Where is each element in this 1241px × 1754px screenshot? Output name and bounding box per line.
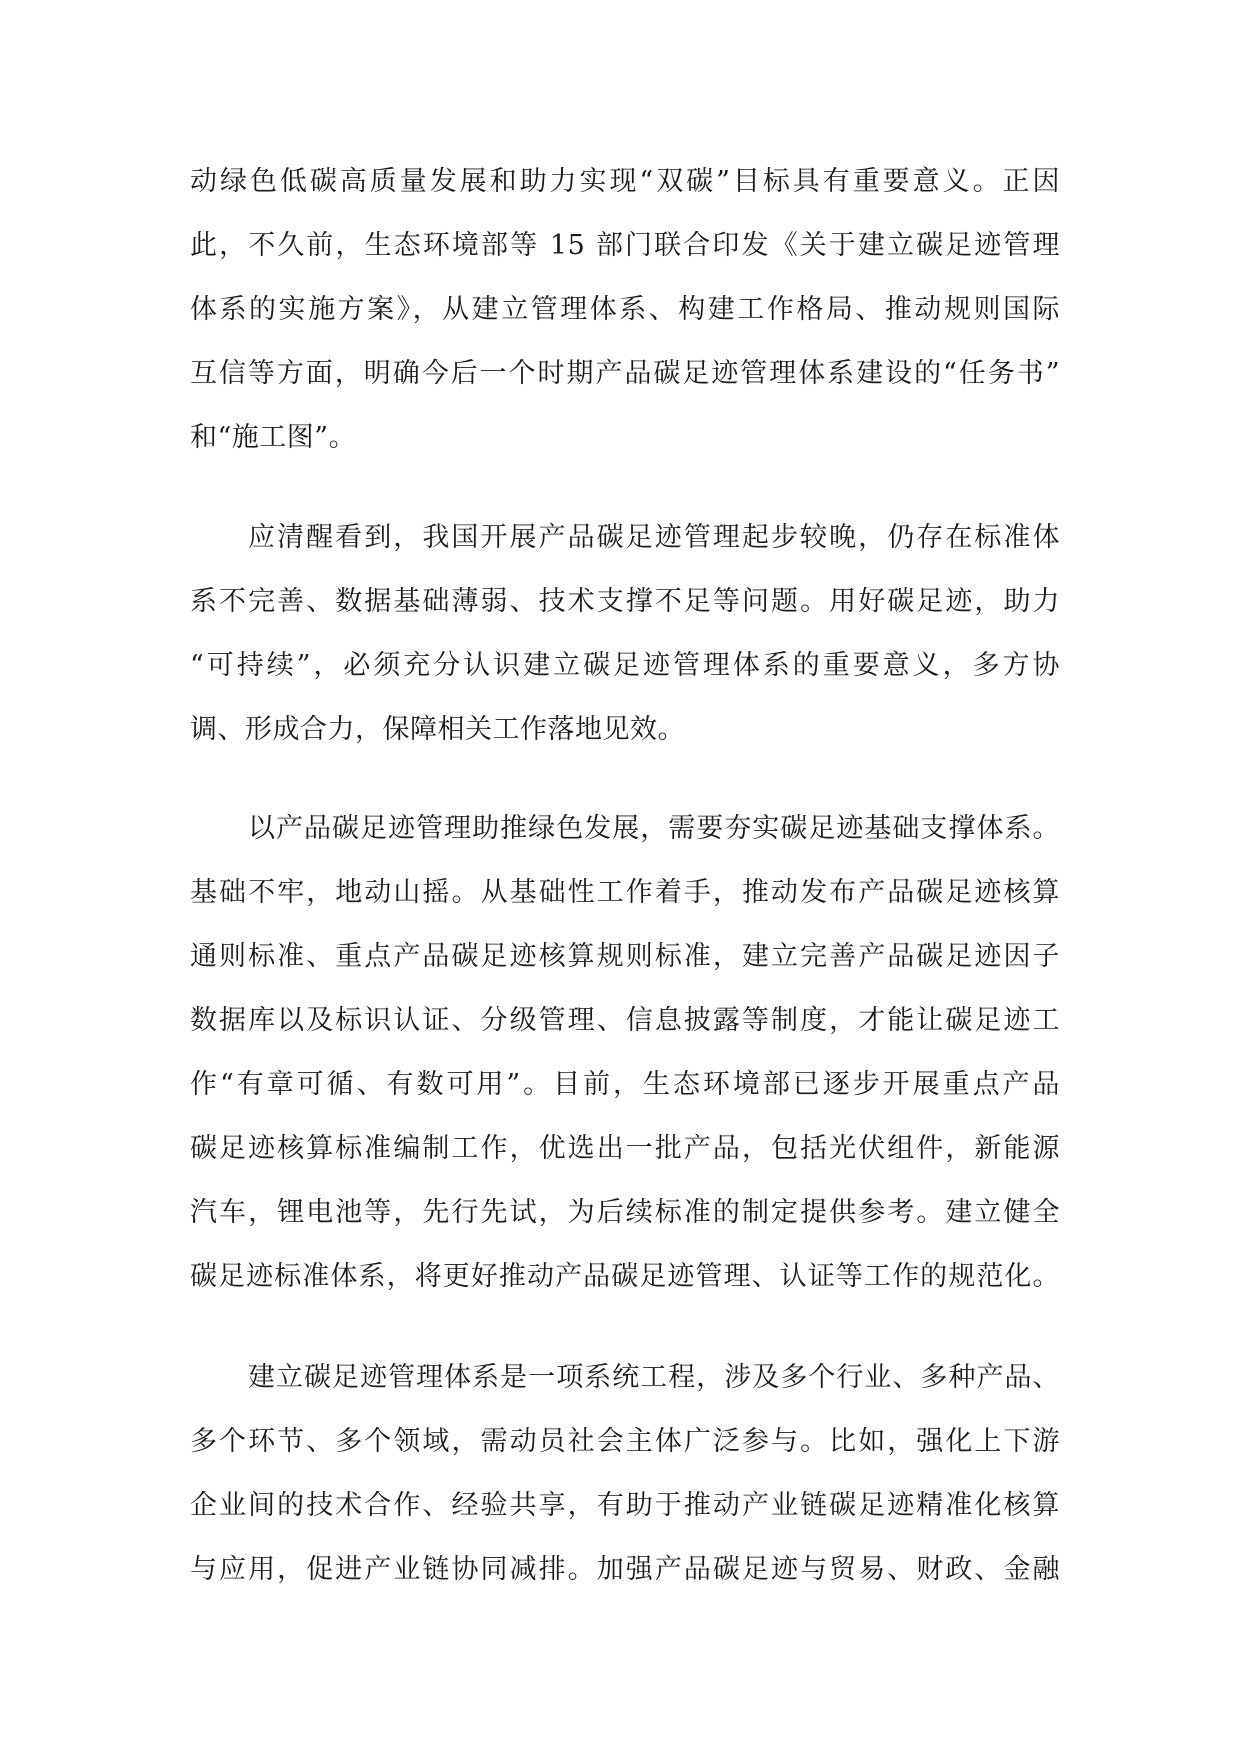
text-line: 碳足迹核算标准编制工作，优选出一批产品，包括光伏组件，新能源 (190, 1133, 1060, 1164)
text-line: 体系的实施方案》，从建立管理体系、构建工作格局、推动规则国际 (190, 294, 1060, 325)
text-line: 此，不久前，生态环境部等 15 部门联合印发《关于建立碳足迹管理 (190, 230, 1060, 261)
paragraph-3 (190, 797, 1060, 1309)
text-line: 企业间的技术合作、经验共享，有助于推动产业链碳足迹精准化核算 (190, 1490, 1060, 1521)
paragraph-4 (190, 1346, 1060, 1602)
text-line: 基础不牢，地动山摇。从基础性工作着手，推动发布产品碳足迹核算 (190, 877, 1060, 908)
text-line: 应清醒看到，我国开展产品碳足迹管理起步较晚，仍存在标准体 (248, 522, 1060, 553)
text-line: 建立碳足迹管理体系是一项系统工程，涉及多个行业、多种产品、 (248, 1362, 1060, 1393)
text-line: 碳足迹标准体系，将更好推动产品碳足迹管理、认证等工作的规范化。 (190, 1261, 1060, 1292)
paragraph-2 (190, 506, 1060, 762)
text-line: 通则标准、重点产品碳足迹核算规则标准，建立完善产品碳足迹因子 (190, 941, 1060, 972)
text-line: 多个环节、多个领域，需动员社会主体广泛参与。比如，强化上下游 (190, 1426, 1060, 1457)
text-line: 系不完善、数据基础薄弱、技术支撑不足等问题。用好碳足迹，助力 (190, 586, 1060, 617)
text-line: 与应用，促进产业链协同减排。加强产品碳足迹与贸易、财政、金融 (190, 1554, 1060, 1585)
paragraph-1 (190, 150, 1060, 470)
text-line: 调、形成合力，保障相关工作落地见效。 (190, 714, 685, 745)
text-line: “可持续”，必须充分认识建立碳足迹管理体系的重要意义，多方协 (190, 650, 1060, 681)
text-line: 数据库以及标识认证、分级管理、信息披露等制度，才能让碳足迹工 (190, 1005, 1060, 1036)
text-line: 以产品碳足迹管理助推绿色发展，需要夯实碳足迹基础支撑体系。 (248, 813, 1060, 844)
text-line: 作“有章可循、有数可用”。目前，生态环境部已逐步开展重点产品 (190, 1069, 1060, 1100)
text-line: 和“施工图”。 (190, 422, 357, 453)
text-line: 动绿色低碳高质量发展和助力实现“双碳”目标具有重要意义。正因 (190, 166, 1060, 197)
text-line: 汽车，锂电池等，先行先试，为后续标准的制定提供参考。建立健全 (190, 1197, 1060, 1228)
text-line: 互信等方面，明确今后一个时期产品碳足迹管理体系建设的“任务书” (190, 358, 1060, 389)
